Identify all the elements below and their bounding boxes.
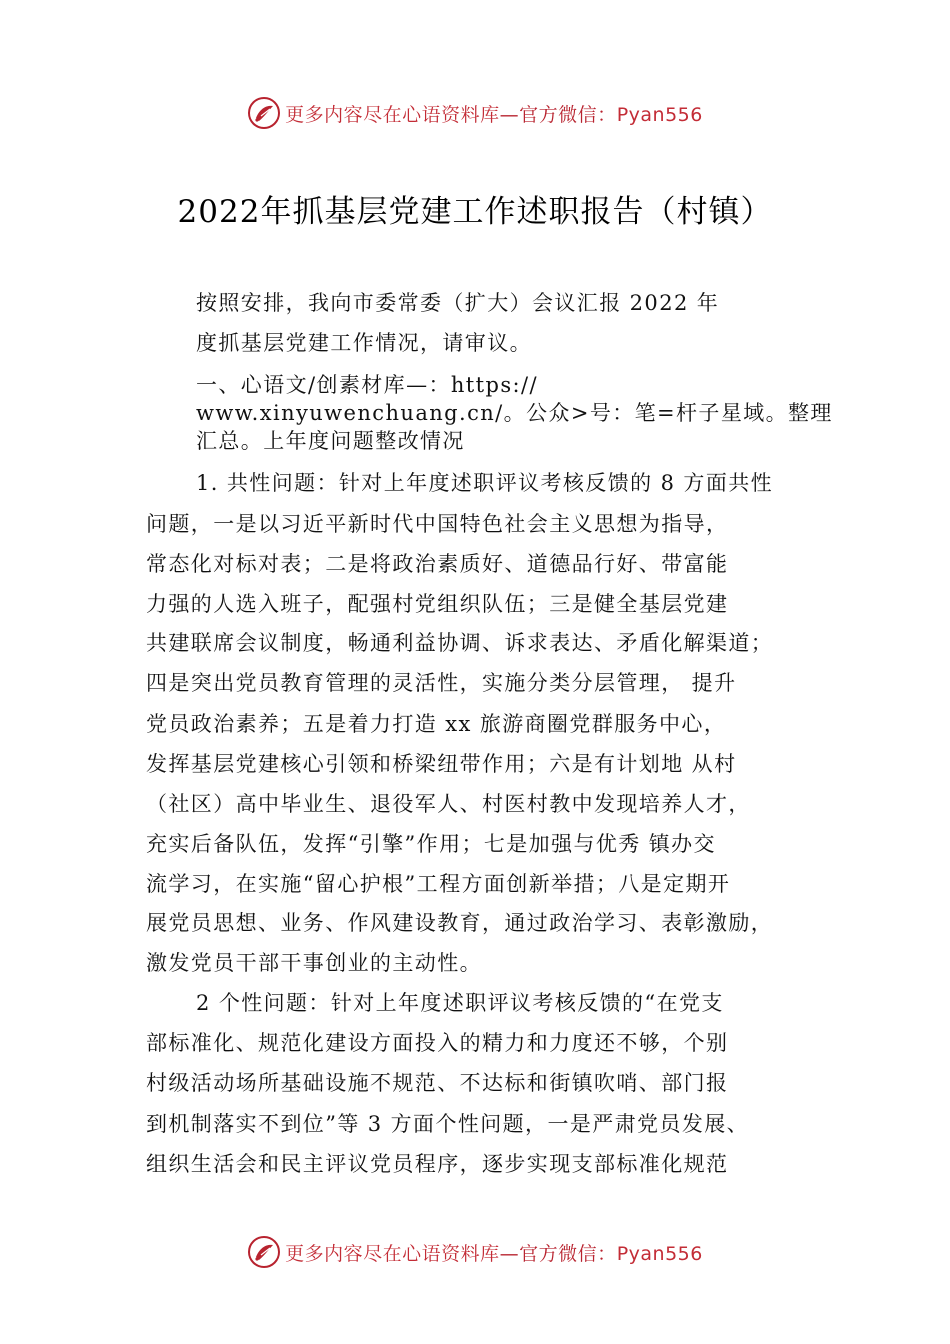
body-line: 一、心语文/创素材库—：https:// xyxy=(196,373,538,397)
body-line: 展党员思想、业务、作风建设教育，通过政治学习、表彰激励， xyxy=(146,911,774,935)
body-line: 充实后备队伍，发挥“引擎”作用；七是加强与优秀 镇办交 xyxy=(146,832,716,856)
body-line: （社区）高中毕业生、退役军人、村医村教中发现培养人才， xyxy=(146,792,751,816)
body-line: 发挥基层党建核心引领和桥梁纽带作用；六是有计划地 从村 xyxy=(146,752,737,776)
watermark-banner-bottom xyxy=(0,1232,950,1272)
body-line: 组织生活会和民主评议党员程序，逐步实现支部标准化规范 xyxy=(146,1152,729,1176)
watermark-text: 更多内容尽在心语资料库—官方微信：Pyan556 xyxy=(285,103,703,126)
body-line: 四是突出党员教育管理的灵活性，实施分类分层管理， 提升 xyxy=(146,671,737,695)
body-line: 党员政治素养；五是着力打造 xx 旅游商圈党群服务中心， xyxy=(146,712,727,736)
body-line: 共建联席会议制度，畅通利益协调、诉求表达、矛盾化解渠道； xyxy=(146,631,774,655)
body-line: www.xinyuwenchuang.cn/。公众>号：笔=杆子星域。整理 xyxy=(196,401,833,425)
body-line: 激发党员干部干事创业的主动性。 xyxy=(146,951,482,975)
body-line: 问题，一是以习近平新时代中国特色社会主义思想为指导， xyxy=(146,512,729,536)
body-line: 1. 共性问题：针对上年度述职评议考核反馈的 8 方面共性 xyxy=(196,471,774,495)
body-line: 度抓基层党建工作情况，请审议。 xyxy=(196,331,532,355)
body-line: 常态化对标对表；二是将政治素质好、道德品行好、带富能 xyxy=(146,552,729,576)
body-line: 2 个性问题：针对上年度述职评议考核反馈的“在党支 xyxy=(196,991,724,1015)
body-line: 村级活动场所基础设施不规范、不达标和街镇吹哨、部门报 xyxy=(146,1071,729,1095)
seal-logo-icon xyxy=(247,1235,281,1269)
seal-logo-icon xyxy=(247,96,281,130)
body-line: 流学习，在实施“留心护根”工程方面创新举措；八是定期开 xyxy=(146,872,731,896)
document-title: 2022年抓基层党建工作述职报告（村镇） xyxy=(177,194,773,230)
body-line: 到机制落实不到位”等 3 方面个性问题，一是严肃党员发展、 xyxy=(146,1112,750,1136)
body-line: 汇总。上年度问题整改情况 xyxy=(196,429,465,453)
body-line: 力强的人选入班子，配强村党组织队伍；三是健全基层党建 xyxy=(146,592,729,616)
body-line: 部标准化、规范化建设方面投入的精力和力度还不够，个别 xyxy=(146,1031,729,1055)
body-line: 按照安排，我向市委常委（扩大）会议汇报 2022 年 xyxy=(196,291,720,315)
watermark-banner-top xyxy=(0,93,950,133)
watermark-text: 更多内容尽在心语资料库—官方微信：Pyan556 xyxy=(285,1242,703,1265)
